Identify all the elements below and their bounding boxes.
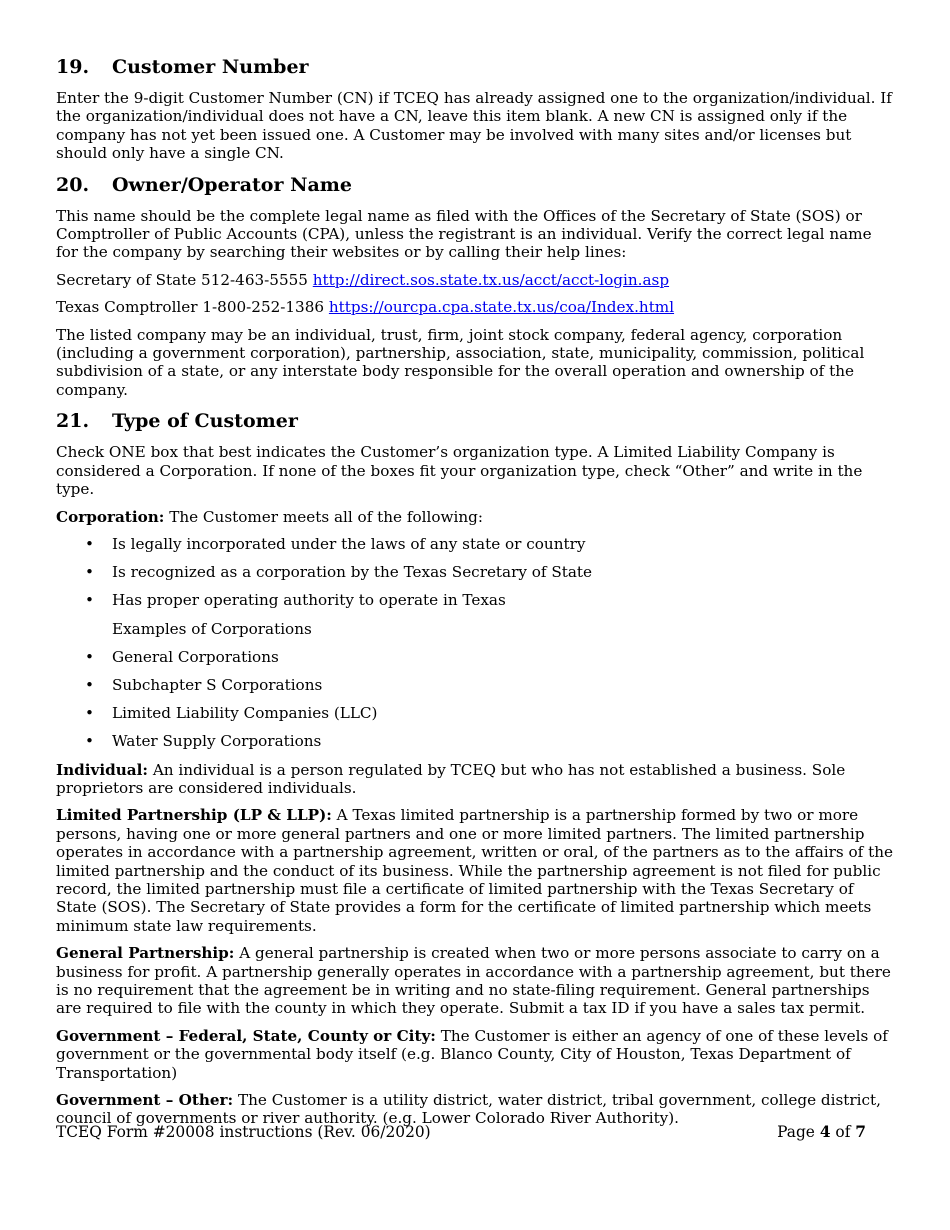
list-item-text: Is legally incorporated under the laws of any state or country	[112, 534, 586, 553]
limited-partnership-text: A Texas limited partnership is a partnership formed by two or more persons, having one or more general partners and one or more limited partners. The limited partnership operates in accordance with a partnership agreement, written or oral, of the partners as to the affairs of the limited partnership and the conduct of its business. While the partnership agreement is not filed for public record, the limited partnership must file a certificate of limited partnership with the Texas Secretary of State (SOS). The Secretary of State provides a form for the certificate of limited partnership which meets minimum state law requirements.	[56, 806, 894, 935]
section-20-heading	[56, 172, 896, 198]
bullet-icon: •	[85, 647, 94, 666]
list-item-text: Limited Liability Companies (LLC)	[112, 704, 378, 723]
bullet-icon: •	[85, 704, 94, 723]
section-20-body: This name should be the complete legal name as filed with the Offices of the Secretary of State (SOS) or Comptroller of Public Accounts (CPA), unless the registrant is an individual. Verify the correct legal name for the company by searching their websites or by calling their help lines:	[56, 206, 872, 262]
government-other-text: The Customer is a utility district, water district, tribal government, college district, council of governments or river authority. (e.g. Lower Colorado River Authority).	[56, 1091, 881, 1128]
section-21-heading	[56, 408, 896, 434]
page-of: of	[830, 1123, 856, 1141]
corporation-criteria-list	[56, 535, 896, 610]
corporation-examples-heading: Examples of Corporations	[112, 619, 312, 638]
section-20-number: 20.	[56, 173, 90, 196]
footer-form-id: TCEQ Form #20008 instructions (Rev. 06/2020)	[56, 1123, 431, 1141]
general-partnership-paragraph	[56, 944, 896, 1018]
government-text: The Customer is either an agency of one of these levels of government or the governmental body itself (e.g. Blanco County, City of Houston, Texas Department of Transportation)	[56, 1026, 888, 1082]
corporation-label: Corporation:	[56, 507, 165, 526]
section-19-body: Enter the 9-digit Customer Number (CN) if TCEQ has already assigned one to the organization/individual. If the organization/individual does not have a CN, leave this item blank. A new CN is assigned only if the company has not yet been issued one. A Customer may be involved with many sites and/or licenses but should only have a single CN.	[56, 89, 892, 163]
section-21-title: Type of Customer	[112, 410, 298, 433]
list-item	[56, 591, 896, 609]
corporation-text: The Customer meets all of the following:	[164, 507, 483, 526]
list-item	[56, 732, 896, 750]
limited-partnership-label: Limited Partnership (LP & LLP):	[56, 806, 332, 825]
section-21-number: 21.	[56, 410, 90, 433]
section-19-number: 19.	[56, 56, 90, 78]
sos-contact-line	[56, 271, 896, 289]
cpa-contact-label: Texas Comptroller 1-800-252-1386	[56, 298, 325, 317]
document-page	[56, 54, 896, 1137]
limited-partnership-paragraph	[56, 806, 896, 935]
corporation-examples-list	[56, 648, 896, 751]
sos-link[interactable]: http://direct.sos.state.tx.us/acct/acct-login.asp	[312, 270, 670, 289]
list-item-text: Subchapter S Corporations	[112, 675, 323, 694]
section-20-title: Owner/Operator Name	[112, 173, 352, 196]
individual-paragraph	[56, 761, 896, 798]
individual-text: An individual is a person regulated by TCEQ but who has not established a business. Sole proprietors are considered individuals.	[56, 760, 846, 797]
footer-page-number	[777, 1122, 866, 1142]
section-20-body-2: The listed company may be an individual, trust, firm, joint stock company, federal agency, corporation (including a government corporation), partnership, association, state, municipality, commission, political subdivision of a state, or any interstate body responsible for the overall operation and ownership of the company.	[56, 325, 865, 399]
list-item-text: Has proper operating authority to operate in Texas	[112, 591, 506, 610]
list-item-text: Is recognized as a corporation by the Texas Secretary of State	[112, 563, 593, 582]
bullet-icon: •	[85, 675, 94, 694]
list-item	[56, 535, 896, 553]
page-total: 7	[855, 1123, 866, 1141]
government-other-label: Government – Other:	[56, 1091, 234, 1110]
bullet-icon: •	[85, 534, 94, 553]
list-item-text: General Corporations	[112, 647, 279, 666]
page-footer	[56, 1122, 866, 1142]
sos-contact-label: Secretary of State 512-463-5555	[56, 270, 308, 289]
section-19-title: Customer Number	[112, 56, 309, 78]
section-19-heading	[56, 54, 896, 80]
bullet-icon: •	[85, 591, 94, 610]
individual-label: Individual:	[56, 760, 149, 779]
government-paragraph	[56, 1027, 896, 1082]
bullet-icon: •	[85, 732, 94, 751]
general-partnership-text: A general partnership is created when two or more persons associate to carry on a business for profit. A partnership generally operates in accordance with a partnership agreement, but there is no requirement that the agreement be in writing and no state-filing requirement. General partnerships are required to file with the county in which they operate. Submit a tax ID if you have a sales tax permit.	[56, 944, 891, 1018]
list-item-text: Water Supply Corporations	[112, 732, 322, 751]
cpa-link[interactable]: https://ourcpa.cpa.state.tx.us/coa/Index.html	[328, 298, 675, 317]
list-item	[56, 648, 896, 666]
list-item	[56, 676, 896, 694]
list-item	[56, 563, 896, 581]
page-prefix: Page	[777, 1123, 820, 1141]
general-partnership-label: General Partnership:	[56, 944, 235, 963]
cpa-contact-line	[56, 298, 896, 316]
list-item	[56, 704, 896, 722]
government-label: Government – Federal, State, County or City:	[56, 1026, 436, 1045]
corporation-paragraph	[56, 508, 896, 526]
section-21-intro: Check ONE box that best indicates the Customer’s organization type. A Limited Liability Company is considered a Corporation. If none of the boxes fit your organization type, check “Other” and write in the type.	[56, 443, 863, 499]
bullet-icon: •	[85, 563, 94, 582]
page-current: 4	[819, 1123, 831, 1141]
